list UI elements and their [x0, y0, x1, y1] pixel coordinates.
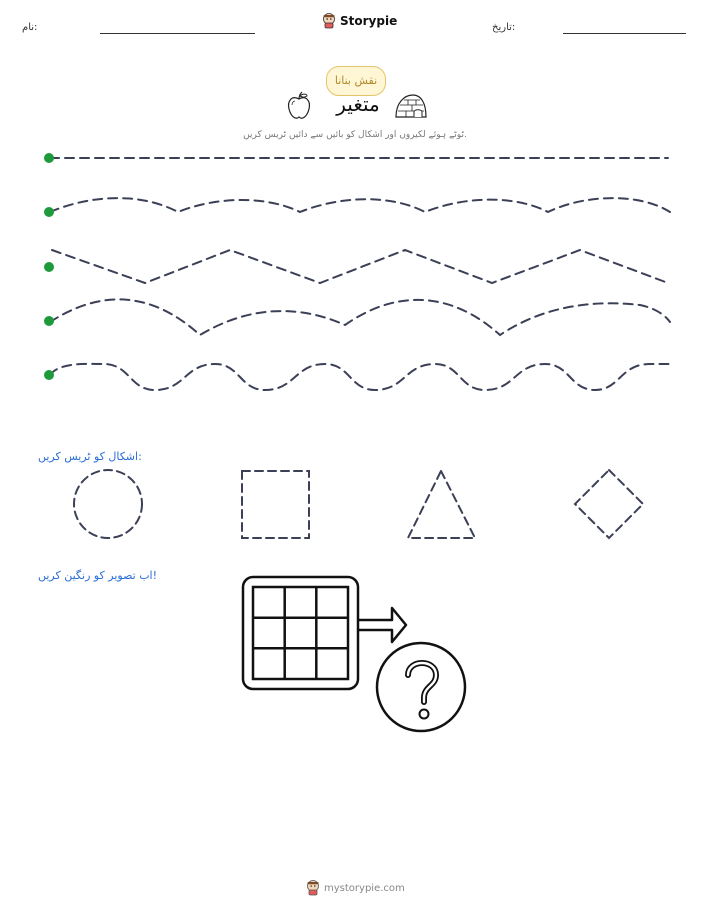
grid-icon	[243, 577, 358, 689]
trace-triangle	[408, 471, 475, 538]
coloring-picture	[240, 574, 470, 734]
trace-circle	[74, 470, 142, 538]
tracing-instruction: ٹوٹے ہوئے لکیروں اور اشکال کو بائیں سے دائیں ٹریس کریں.	[243, 130, 467, 140]
name-label: نام:	[22, 22, 38, 33]
shapes-section-label: اشکال کو ٹریس کریں:	[38, 450, 142, 463]
date-label: تاریخ:	[492, 22, 516, 33]
arrow-icon	[358, 608, 406, 642]
trace-diamond	[575, 470, 643, 538]
question-icon	[377, 643, 465, 731]
worksheet-title: متغیر	[336, 92, 380, 116]
footer	[306, 880, 405, 896]
trace-square	[242, 471, 309, 538]
brand-name: Storypie	[340, 14, 398, 28]
footer-site[interactable]: mystorypie.com	[324, 882, 405, 894]
coloring-section-label: اب تصویر کو رنگین کریں!	[38, 569, 158, 582]
activity-badge: نقش بنانا	[326, 66, 386, 96]
mascot-icon	[306, 880, 320, 896]
